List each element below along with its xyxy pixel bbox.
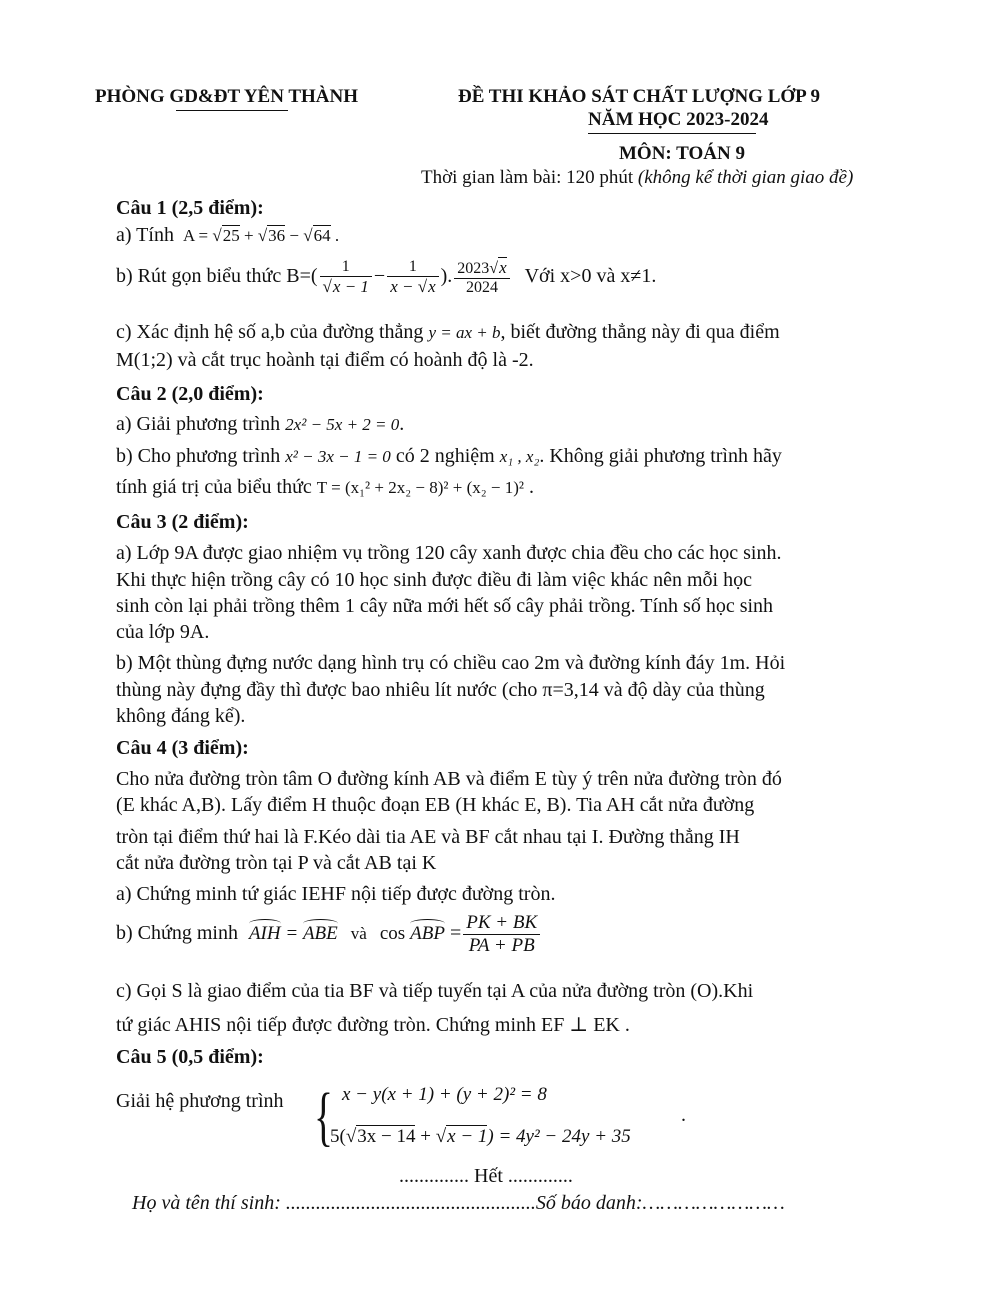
q2-b-text2: có 2 nghiệm [395, 445, 495, 467]
q1-c-math: y = ax + b [428, 323, 501, 342]
q3-a-line: sinh còn lại phải trồng thêm 1 cây nữa mới hết số cây phải trồng. Tính số học sinh [116, 595, 774, 617]
q4-line2: (E khác A,B). Lấy điểm H thuộc đoạn EB (H khác E, B). Tia AH cắt nửa đường [116, 794, 755, 816]
q5-eq2-r2: x − 1 [447, 1126, 488, 1147]
system-brace: { [314, 1080, 334, 1153]
q5-eq1: x − y(x + 1) + (y + 2)² = 8 [342, 1084, 547, 1105]
q3-b-line: b) Một thùng đựng nước dạng hình trụ có chiều cao 2m và đường kính đáy 1m. Hỏi [116, 652, 786, 674]
q1-a-var: A = [182, 226, 213, 245]
time-prefix: Thời gian làm bài: 120 phút [421, 167, 634, 188]
q2-a-math: 2x² − 5x + 2 = 0 [285, 415, 400, 434]
exam-title: ĐỀ THI KHẢO SÁT CHẤT LƯỢNG LỚP 9 [458, 86, 820, 107]
q5-eq2-r1: 3x − 14 [357, 1126, 416, 1147]
q4-b-eq: AIH = ABE [249, 923, 338, 944]
subject: MÔN: TOÁN 9 [619, 143, 745, 164]
q3-a-line: của lớp 9A. [116, 621, 210, 643]
q2-b-label: b) Cho phương trình [116, 445, 281, 467]
time-note: (không kể thời gian giao đề) [637, 167, 854, 188]
q1-title: Câu 1 (2,5 điểm): [116, 197, 264, 219]
q4-b-and: và [350, 924, 367, 944]
q4-title: Câu 4 (3 điểm): [116, 737, 249, 759]
q1-a-r3: 64 [313, 226, 331, 245]
q3-b-line: thùng này đựng đầy thì được bao nhiêu lít nước (cho π=3,14 và độ dày của thùng [116, 679, 765, 701]
q1-a-r1: 25 [222, 226, 240, 245]
q2-b-text4: tính giá trị của biểu thức [116, 476, 312, 498]
q1-b-frac3-num: 2023√x [457, 258, 507, 277]
q5-eq2-a: 5( [330, 1126, 346, 1147]
q4-b: b) Chứng minh AIH = ABE và cos ABP = $\frac{PK + BK}{PA + PB}$ [116, 912, 542, 957]
q4-b-num: PK + BK [466, 912, 538, 933]
q1-b-frac1-den: √x − 1 [320, 276, 372, 297]
arc-abe: ABE [303, 919, 338, 945]
q1-a-r2: 36 [268, 226, 286, 245]
q5-dot: . [681, 1104, 686, 1126]
q1-b-label: b) Rút gọn biểu thức B=( [116, 265, 318, 288]
q2-b-math: x² − 3x − 1 = 0 [285, 447, 391, 466]
q1-b-coef: 2023 [457, 260, 490, 277]
q4-line4: cắt nửa đường tròn tại P và cắt AB tại K [116, 852, 437, 874]
q4-line1: Cho nửa đường tròn tâm O đường kính AB và điểm E tùy ý trên nửa đường tròn đó [116, 768, 782, 790]
q1-b-frac2-den: x − √x [387, 276, 438, 297]
header-underline [176, 110, 288, 111]
q4-line3: tròn tại điểm thứ hai là F.Kéo dài tia AE và BF cắt nhau tại I. Đường thẳng IH [116, 826, 740, 848]
q4-b-frac [463, 912, 540, 957]
q1-c-line1 [116, 321, 780, 344]
candidate-info: Họ và tên thí sinh: ..................................................Số báo danh:…………………… [132, 1192, 785, 1214]
q2-title: Câu 2 (2,0 điểm): [116, 383, 264, 405]
q1-b-frac1 [320, 258, 372, 297]
q1-c-text-b: , biết đường thẳng này đi qua điểm [500, 321, 780, 343]
q2-b-line2: tính giá trị của biểu thức T = (x₁² + 2x₂ − 8)² + (x₂ − 1)² . [116, 476, 535, 498]
q3-a-line: Khi thực hiện trồng cây có 10 học sinh được điều đi làm việc khác nên mỗi học [116, 569, 752, 591]
q1-b-frac3-den: 2024 [454, 278, 509, 297]
q1-a-expr: A = √25 + √36 − √64 . [182, 226, 340, 245]
department-name: PHÒNG GD&ĐT YÊN THÀNH [95, 86, 359, 107]
q1-c-line2: M(1;2) và cắt trục hoành tại điểm có hoành độ là -2. [116, 349, 534, 371]
end-marker: .............. Hết ............. [399, 1165, 573, 1187]
q4-c-line2: tứ giác AHIS nội tiếp được đường tròn. Chứng minh EF ⊥ EK . [116, 1014, 630, 1036]
q1-c-text-a: c) Xác định hệ số a,b của đường thẳng [116, 321, 424, 343]
q4-b-cos: cos [379, 923, 406, 945]
q5-eq2-b: ) = 4y² − 24y + 35 [487, 1126, 631, 1147]
q1-a [116, 224, 339, 247]
q2-b-text3: . Không giải phương trình hãy [539, 445, 782, 467]
arc-abp: ABP [410, 919, 445, 945]
q1-b-frac2 [387, 258, 438, 297]
q3-a-line: a) Lớp 9A được giao nhiệm vụ trồng 120 cây xanh được chia đều cho các học sinh. [116, 542, 782, 564]
q1-b-frac2-num: 1 [408, 258, 417, 275]
q4-c-line1: c) Gọi S là giao điểm của tia BF và tiếp tuyến tại A của nửa đường tròn (O).Khi [116, 980, 754, 1002]
q2-a: a) Giải phương trình 2x² − 5x + 2 = 0. [116, 413, 405, 435]
q1-b-condition: Với x>0 và x≠1. [524, 265, 657, 288]
q2-b-expression: T = (x₁² + 2x₂ − 8)² + (x₂ − 1)² [316, 478, 525, 497]
q1-b: b) Rút gọn biểu thức B=( $\frac{1}{√x - 1}$ − $\frac{1}{x - √x}$ ). $\frac{2023√x}{2024}$ Với x>0 và x≠1. [116, 258, 657, 296]
time-info [421, 167, 853, 189]
q1-b-frac1-num: 1 [341, 258, 350, 275]
q2-a-label: a) Giải phương trình [116, 413, 281, 435]
q4-a: a) Chứng minh tứ giác IEHF nội tiếp được đường tròn. [116, 883, 556, 905]
school-year: NĂM HỌC 2023-2024 [588, 109, 769, 130]
q5-text: Giải hệ phương trình [116, 1090, 284, 1112]
title-underline [588, 133, 756, 134]
q2-b-roots: x₁ , x₂ [499, 447, 540, 466]
q4-b-label: b) Chứng minh [116, 922, 238, 945]
q5-title: Câu 5 (0,5 điểm): [116, 1046, 264, 1068]
arc-aih: AIH [249, 919, 281, 945]
q3-title: Câu 3 (2 điểm): [116, 511, 249, 533]
q2-b-line1 [116, 445, 782, 468]
q5-eq2: 5(√3x − 14 + √x − 1) = 4y² − 24y + 35 [330, 1126, 631, 1147]
q1-b-frac3 [454, 258, 509, 297]
q3-b-line: không đáng kể). [116, 705, 246, 727]
q1-a-label: a) Tính [116, 224, 174, 246]
q4-b-den: PA + PB [463, 934, 540, 957]
